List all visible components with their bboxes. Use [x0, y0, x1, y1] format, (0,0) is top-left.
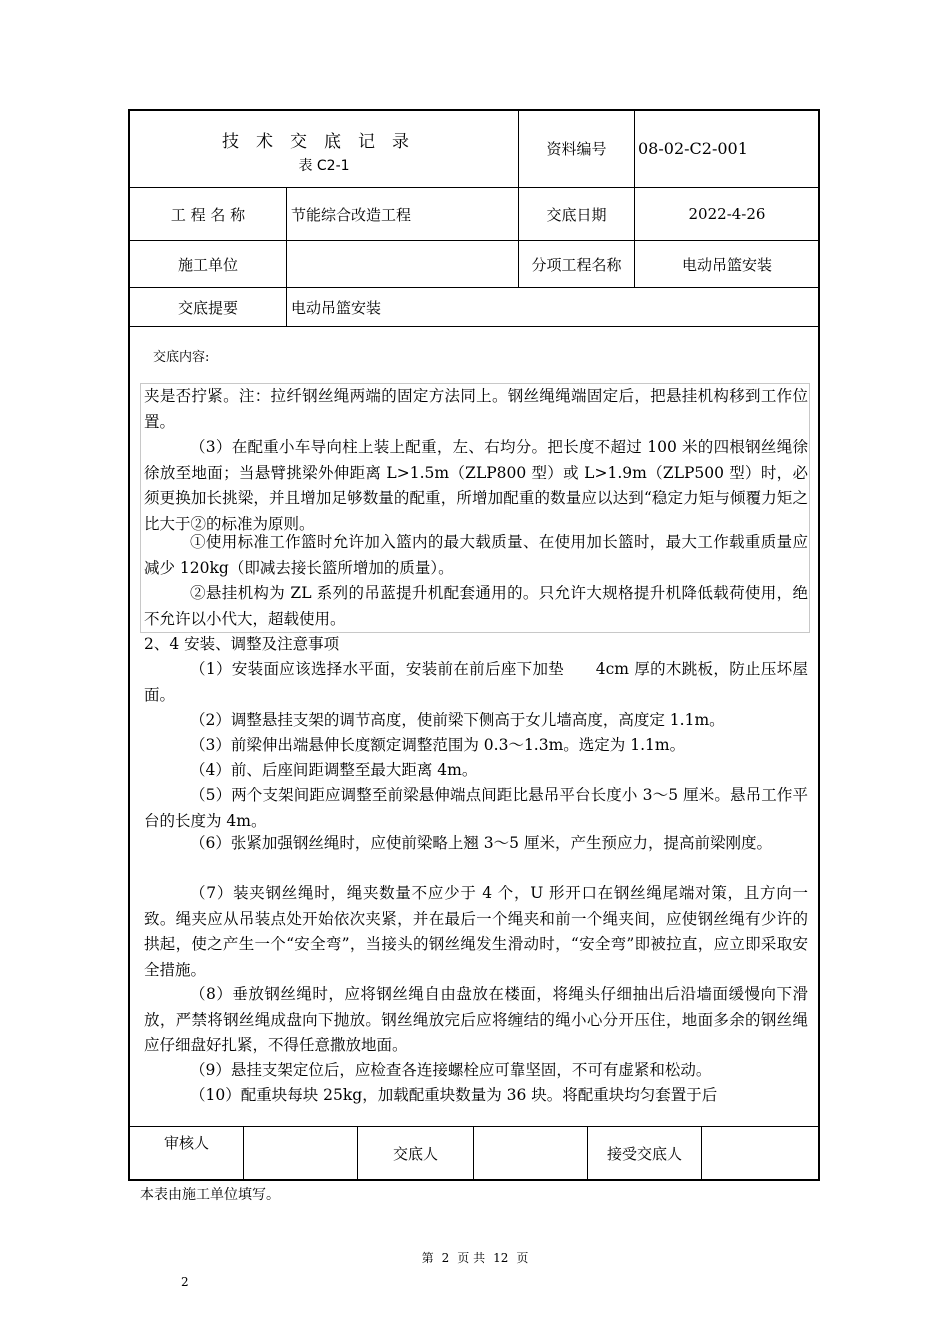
doc-no-label: 资料编号	[546, 140, 607, 158]
unit-label: 施工单位	[177, 255, 238, 274]
doc-no-value: 08-02-C2-001	[638, 139, 748, 158]
content-paragraph: ①使用标准工作篮时允许加入篮内的最大载质量、在使用加长篮时，最大工作载重质量应减少 120kg（即减去接长篮所增加的质量）。	[144, 533, 808, 577]
content-paragraph: （6）张紧加强钢丝绳时，应使前梁略上翘 3～5 厘米，产生预应力，提高前梁刚度。	[190, 834, 772, 852]
row-divider	[129, 326, 819, 327]
reviewer-signature	[244, 1127, 357, 1180]
content-paragraph: （7）装夹钢丝绳时，绳夹数量不应少于 4 个，U 形开口在钢丝绳尾端对策，且方向一致。绳夹应从吊装点处开始依次夹紧，并在最后一个绳夹和前一个绳夹间，应使钢丝绳有少许的拱起，使之产生一个“安全弯”，当接头的钢丝绳发生滑动时，“安全弯”即被拉直，应立即采取安全措施。	[144, 884, 808, 979]
page-suffix: 页	[516, 1251, 529, 1265]
page-number	[0, 1249, 950, 1266]
content-label: 交底内容:	[153, 350, 210, 365]
corner-page-number: 2	[181, 1275, 189, 1289]
summary-value: 电动吊篮安装	[291, 298, 382, 317]
content-paragraph: （1）安装面应该选择水平面，安装前在前后座下加垫 4cm 厚的木跳板，防止压坏屋面。	[144, 660, 808, 704]
discloser-label: 交底人	[392, 1145, 438, 1163]
content-paragraph: （9）悬挂支架定位后，应检查各连接螺栓应可靠坚固，不可有虚紧和松动。	[190, 1061, 712, 1079]
footer-note: 本表由施工单位填写。	[140, 1187, 280, 1203]
receiver-label: 接受交底人	[606, 1145, 682, 1163]
summary-label: 交底提要	[177, 298, 238, 317]
page-prefix: 第	[421, 1251, 434, 1265]
column-divider	[286, 187, 287, 327]
project-label: 工 程 名 称	[170, 205, 246, 224]
content-paragraph: 夹是否拧紧。注：拉纤钢丝绳两端的固定方法同上。钢丝绳绳端固定后，把悬挂机构移到工作位置。	[144, 387, 808, 431]
content-paragraph: （3）前梁伸出端悬伸长度额定调整范围为 0.3～1.3m。选定为 1.1m。	[190, 736, 686, 754]
content-paragraph: （10）配重块每块 25kg，加载配重块数量为 36 块。将配重块均匀套置于后	[190, 1086, 718, 1104]
content-paragraph: （4）前、后座间距调整至最大距离 4m。	[190, 761, 478, 779]
reviewer-label: 审核人	[163, 1133, 209, 1152]
subproject-value: 电动吊篮安装	[681, 255, 772, 274]
page-middle: 页 共	[457, 1251, 486, 1265]
subproject-label: 分项工程名称	[531, 255, 622, 274]
unit-value	[291, 241, 517, 287]
receiver-signature	[702, 1127, 818, 1180]
form-title: 技术交底记录	[222, 132, 426, 152]
date-label: 交底日期	[546, 205, 607, 224]
page-current: 2	[441, 1251, 450, 1265]
section-heading: 2、4 安装、调整及注意事项	[144, 635, 340, 653]
project-value: 节能综合改造工程	[291, 205, 412, 224]
content-paragraph: （2）调整悬挂支架的调节高度，使前梁下侧高于女儿墙高度，高度定 1.1m。	[190, 711, 725, 729]
content-paragraph: （3）在配重小车导向柱上装上配重，左、右均分。把长度不超过 100 米的四根钢丝绳徐徐放至地面；当悬臂挑梁外伸距离 L>1.5m（ZLP800 型）或 L>1.9m（ZLP500 型）时，必须更换加长挑梁，并且增加足够数量的配重，所增加配重的数量应以达到“稳定力矩与倾覆力矩之比大于②的标准为原则。	[144, 438, 808, 533]
content-paragraph: （5）两个支架间距应调整至前梁悬伸端点间距比悬吊平台长度小 3～5 厘米。悬吊工作平台的长度为 4m。	[144, 786, 808, 830]
page-total: 12	[493, 1251, 509, 1265]
content-paragraph: （8）垂放钢丝绳时，应将钢丝绳自由盘放在楼面，将绳头仔细抽出后沿墙面缓慢向下滑放，严禁将钢丝绳成盘向下抛放。钢丝绳放完后应将缠结的绳小心分开压住，地面多余的钢丝绳应仔细盘好扎紧，不得任意撒放地面。	[144, 985, 808, 1055]
form-number: 表 C2-1	[298, 158, 350, 174]
date-value: 2022-4-26	[688, 205, 766, 223]
discloser-signature	[474, 1127, 587, 1180]
content-paragraph: ②悬挂机构为 ZL 系列的吊蓝提升机配套通用的。只允许大规格提升机降低载荷使用，绝不允许以小代大，超载使用。	[144, 584, 808, 628]
